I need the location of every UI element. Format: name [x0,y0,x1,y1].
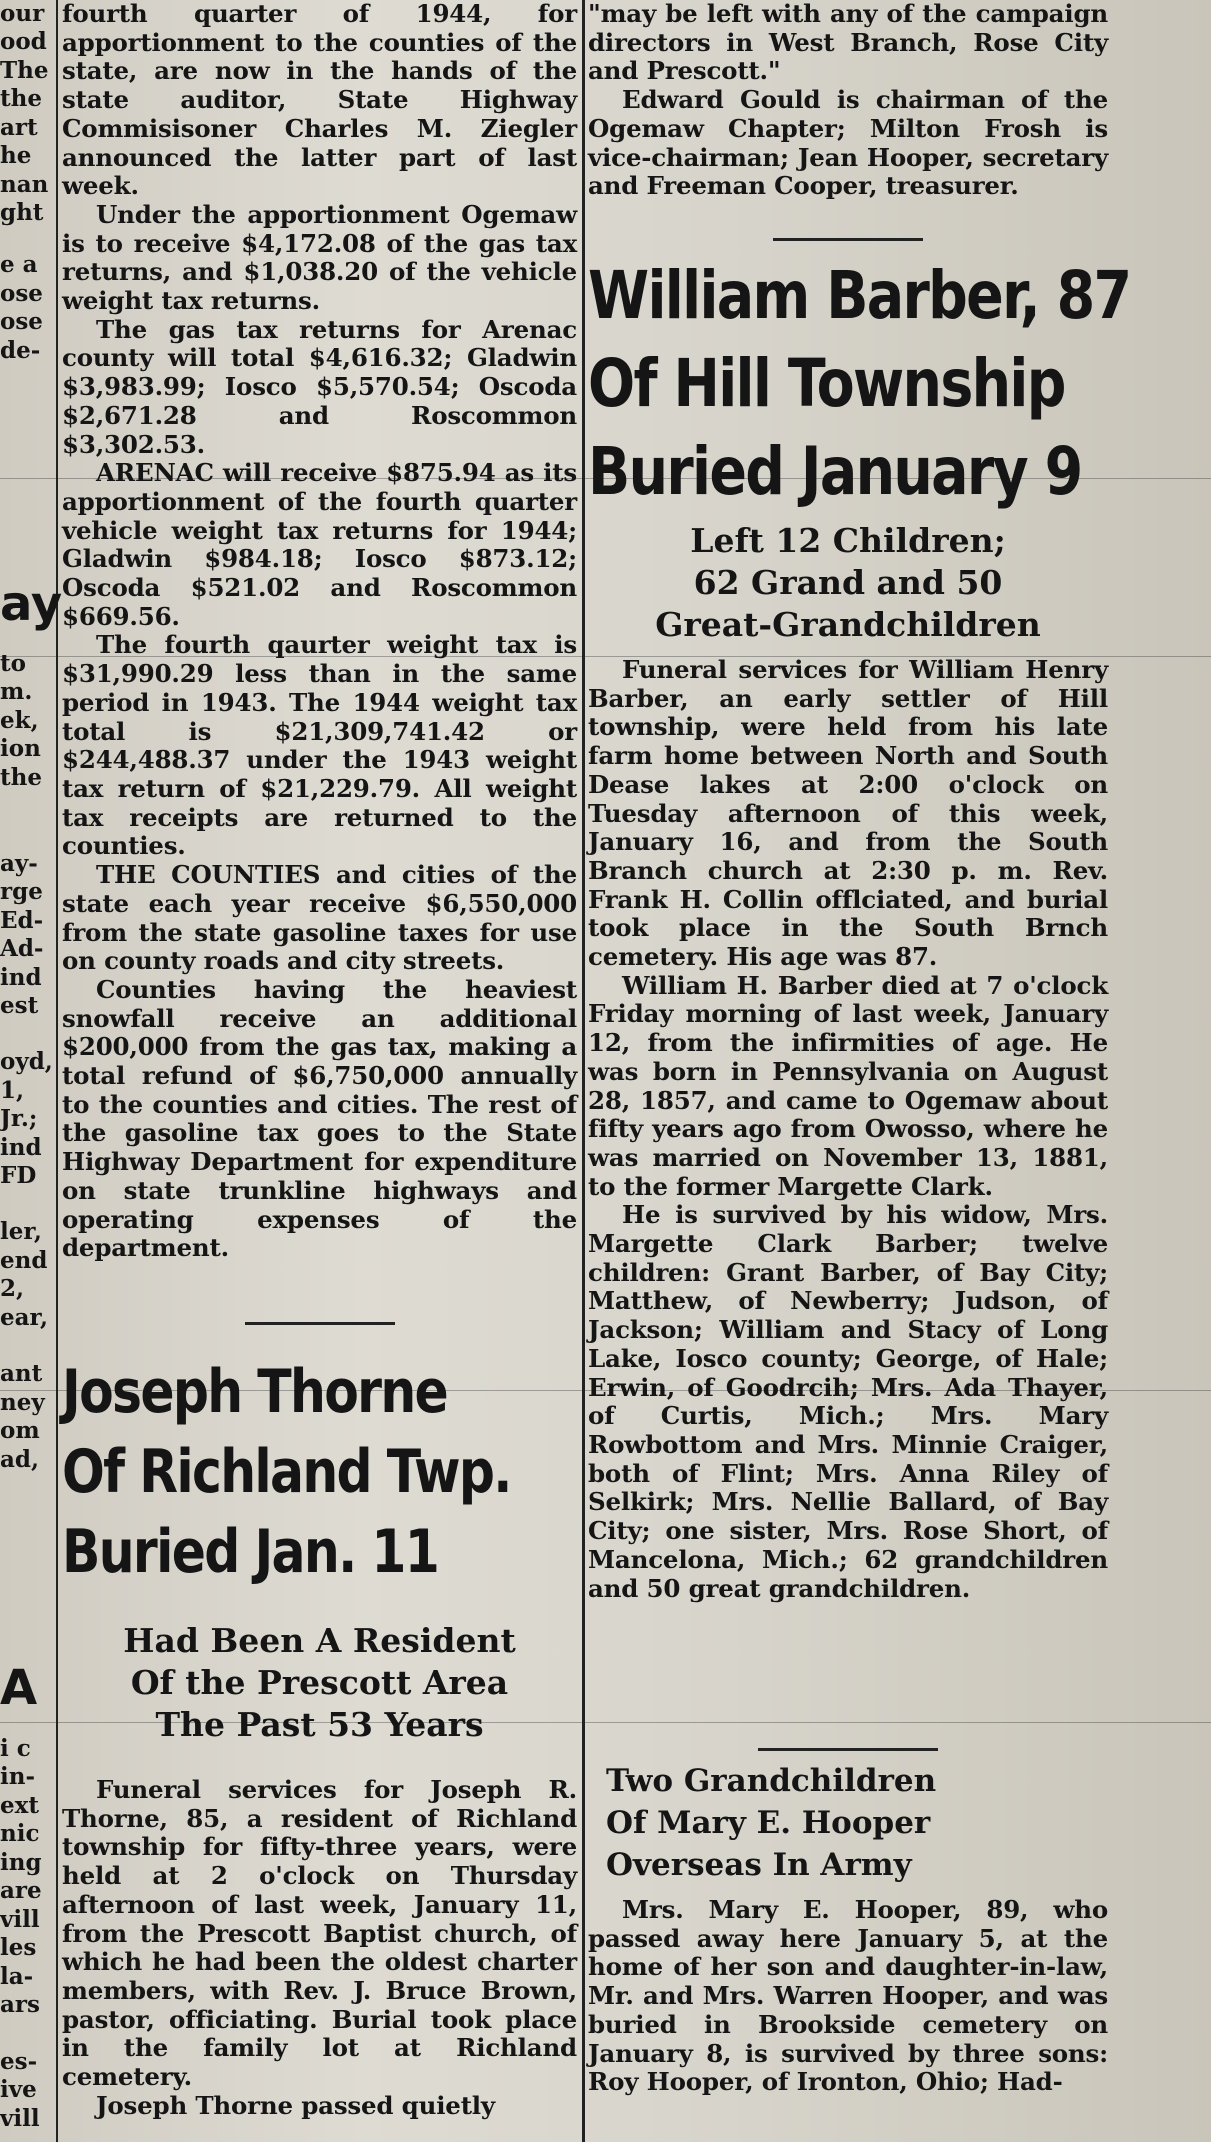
fragment-line: 2, [0,1275,25,1302]
article-divider [758,1748,938,1751]
article-paragraph: Funeral services for William Henry Barber, an early settler of Hill township, were held from his late farm home between North and South Dease lakes at 2:00 o'clock on Tuesday afternoon of this week, January 16, and from the South Branch church at 2:30 p. m. Rev. Frank H. Collin offlciated, and burial took place in the South Brnch cemetery. His age was 87. [588,655,1108,972]
deck-line: 62 Grand and 50 [693,563,1003,602]
fragment-line: nan [0,171,49,198]
fragment-line: nic [0,1820,40,1847]
fragment-line: to [0,650,26,677]
headline-line: Two Grandchildren [606,1763,937,1799]
article-paragraph: Funeral services for Joseph R. Thorne, 85, a resident of Richland township for fifty-three years, were held at 2 o'clock on Thursday afternoon of last week, January 11, from the Prescott Baptist church, of which he had been the oldest charter members, with Rev. J. Bruce Brown, pastor, officiating. Burial took place in the family lot at Richland cemetery. [62,1775,577,2092]
fragment-line: ose [0,280,43,307]
fragment-line: ind [0,1134,42,1161]
article-paragraph: Under the apportionment Ogemaw is to receive $4,172.08 of the gas tax returns, and $1,038.20 of the vehicle weight tax returns. [62,199,577,316]
article-paragraph: Counties having the heaviest snowfall receive an additional $200,000 from the gas tax, making a total refund of $6,750,000 annually to the counties and cities. The rest of the gasoline tax goes to the State Highway Department for expenditure on state trunkline highways and operating expenses of the department. [62,974,577,1263]
fragment-line: in- [0,1763,36,1790]
fragment-line: de- [0,337,41,364]
headline-line: William Barber, 87 [588,257,1131,334]
fragment-line: est [0,992,39,1019]
fragment-heading: ay [0,576,63,632]
deck-line: Of the Prescott Area [130,1663,509,1702]
barber-deck [588,520,1108,646]
fragment-line: the [0,764,42,791]
fragment-line: ing [0,1849,42,1876]
thorne-article [62,1776,577,2120]
fragment-line: FD [0,1162,37,1189]
fragment-line: ght [0,199,44,226]
fragment-line: he [0,142,32,169]
headline-line: Of Richland Twp. [62,1437,511,1507]
barber-article [588,656,1108,1603]
gas-tax-article [62,0,577,1263]
article-paragraph: Mrs. Mary E. Hooper, 89, who passed away here January 5, at the home of her son and daughter-in-law, Mr. and Mrs. Warren Hooper, and was buried in Brookside cemetery on January 8, is survived by three sons: Roy Hooper, of Ironton, Ohio; Had- [588,1895,1108,2097]
fragment-line: m. [0,678,33,705]
article-divider [773,238,923,241]
fragment-line: ars [0,1991,40,2018]
article-paragraph: Edward Gould is chairman of the Ogemaw Chapter; Milton Frosh is vice-chairman; Jean Hooper, secretary and Freeman Cooper, treasurer. [588,85,1108,201]
hooper-article [588,1896,1108,2097]
fragment-line: oyd, [0,1048,53,1075]
fragment-line: The [0,57,49,84]
fragment-line: la- [0,1963,34,1990]
headline-line: Of Mary E. Hooper [606,1805,931,1841]
fragment-line: ext [0,1792,39,1819]
fragment-line: om [0,1417,40,1444]
fragment-line: rge [0,878,43,905]
fragment-line: Ed- [0,907,44,934]
fragment-line: art [0,114,38,141]
deck-line: Great-Grandchildren [655,605,1041,644]
fragment-line: les [0,1934,37,1961]
fragment-line: vill [0,1906,40,1933]
fragment-line: the [0,85,42,112]
fragment-line: es- [0,2048,38,2075]
fragment-line: ose [0,308,43,335]
fragment-line: vill [0,2105,40,2132]
article-paragraph: William H. Barber died at 7 o'clock Friday morning of last week, January 12, from the infirmities of age. He was born in Pennsylvania on August 28, 1857, and came to Ogemaw about fifty years ago from Owosso, where he was married on November 13, 1881, to the former Margette Clark. [588,970,1108,1201]
thorne-deck [62,1620,577,1746]
article-paragraph: The fourth qaurter weight tax is $31,990.29 less than in the same period in 1943. The 1944 weight tax total is $21,309,741.42 or $244,488.37 under the 1943 weight tax return of $21,229.79. All weight tax receipts are returned to the counties. [62,630,577,861]
fragment-heading: A [0,1660,38,1716]
fragment-line: Jr.; [0,1105,38,1132]
headline-line: Of Hill Township [588,345,1065,422]
article-paragraph: "may be left with any of the campaign directors in West Branch, Rose City and Prescott." [588,0,1108,86]
fragment-line: e a [0,251,38,278]
fragment-line: ive [0,2076,37,2103]
headline-line: Joseph Thorne [62,1357,448,1427]
fragment-line: ney [0,1389,45,1416]
fragment-line: ind [0,964,42,991]
headline-line: Buried January 9 [588,433,1082,510]
right-column [588,0,1131,2142]
thorne-headline [62,1352,577,1592]
fragment-line: ay- [0,850,38,877]
fragment-line: ear, [0,1304,48,1331]
barber-headline [588,252,1131,516]
article-paragraph: THE COUNTIES and cities of the state each year receive $6,550,000 from the state gasoline taxes for use on county roads and city streets. [62,860,577,976]
article-paragraph: The gas tax returns for Arenac county will total $4,616.32; Gladwin $3,983.99; Iosco $5,570.54; Oscoda $2,671.28 and Roscommon $3,302.53. [62,314,577,459]
headline-line: Buried Jan. 11 [62,1517,439,1587]
fragment-line: ad, [0,1446,39,1473]
fragment-line: 1, [0,1077,25,1104]
campaign-article [588,0,1108,201]
fragment-line: ood [0,28,47,55]
article-paragraph: ARENAC will receive $875.94 as its apportionment of the fourth quarter vehicle weight tax returns for 1944; Gladwin $984.18; Iosco $873.12; Oscoda $521.02 and Roscommon $669.56. [62,458,577,631]
hooper-headline [606,1760,1108,1886]
fragment-line: ek, [0,707,39,734]
fragment-line: ler, [0,1218,42,1245]
headline-line: Overseas In Army [606,1847,912,1883]
middle-column [62,0,577,2142]
fragment-line: end [0,1247,48,1274]
article-paragraph: Joseph Thorne passed quietly [96,2090,495,2120]
fragment-line: i c [0,1735,31,1762]
article-paragraph: fourth quarter of 1944, for apportionment to the counties of the state, are now in the hands of the state auditor, State Highway Commisisoner Charles M. Ziegler announced the latter part of last week. [62,0,577,201]
fragment-line: Ad- [0,935,44,962]
fragment-line: are [0,1877,42,1904]
fragment-line: our [0,0,45,27]
column-rule-left [56,0,58,2142]
left-fragment-column [0,0,63,2142]
article-divider [245,1322,395,1325]
fragment-line: ant [0,1360,43,1387]
deck-line: The Past 53 Years [155,1705,484,1744]
fragment-line: ion [0,735,41,762]
column-rule-center [582,0,585,2142]
deck-line: Left 12 Children; [690,521,1006,560]
article-paragraph: He is survived by his widow, Mrs. Margette Clark Barber; twelve children: Grant Barber, of Bay City; Matthew, of Newberry; Judson, of Jackson; William and Stacy of Long Lake, Iosco county; George, of Hale; Erwin, of Goodrcih; Mrs. Ada Thayer, of Curtis, Mich.; Mrs. Mary Rowbottom and Mrs. Minnie Craiger, both of Flint; Mrs. Anna Riley of Selkirk; Mrs. Nellie Ballard, of Bay City; one sister, Mrs. Rose Short, of Mancelona, Mich.; 62 grandchildren and 50 great grandchildren. [588,1200,1108,1603]
deck-line: Had Been A Resident [123,1621,516,1660]
